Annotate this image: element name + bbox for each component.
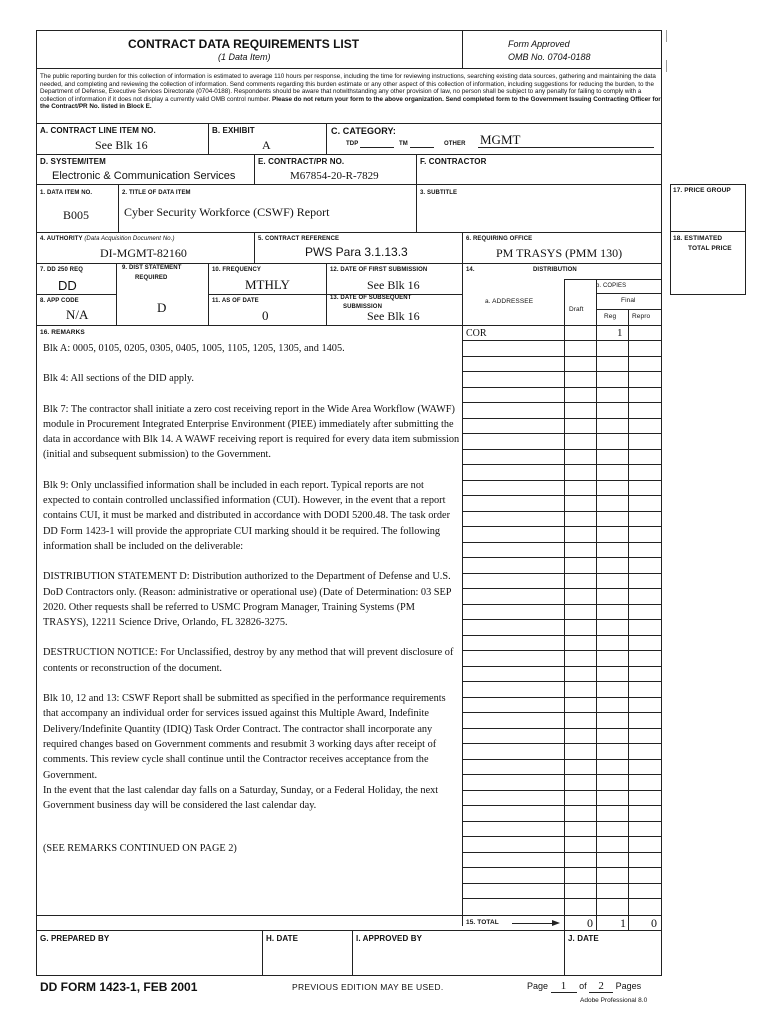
contract-reference-value[interactable]: PWS Para 3.1.13.3 — [305, 245, 408, 259]
contract-pr-label: E. CONTRACT/PR NO. — [258, 157, 345, 166]
distribution-label: DISTRIBUTION — [533, 267, 577, 273]
dist-statement-label-2: REQUIRED — [135, 275, 168, 281]
reg-label: Reg — [604, 313, 617, 320]
exhibit-label: B. EXHIBIT — [212, 126, 255, 135]
contract-line-item-value[interactable]: See Blk 16 — [95, 138, 148, 152]
software-note: Adobe Professional 8.0 — [580, 997, 648, 1004]
contract-pr-value[interactable]: M67854-20-R-7829 — [290, 170, 379, 182]
data-item-title-label: 2. TITLE OF DATA ITEM — [122, 190, 191, 196]
form-title: CONTRACT DATA REQUIREMENTS LIST — [128, 37, 360, 51]
arrow-right-icon — [552, 920, 560, 926]
page-indicator: Page 1 of 2 Pages — [527, 980, 642, 992]
remark-paragraph: Blk 7: The contractor shall initiate a zero cost receiving report in the Wide Area Workflow (WAWF) module in Procurement Integrated Enterprise Environment (PIEE) immediately after submitting the data in accordance with Blk 14. A WAWF receiving report is required for every data item submission (initial and subsequent submission) to the Government. — [43, 403, 460, 461]
exhibit-value[interactable]: A — [262, 138, 271, 152]
approved-date-label: J. DATE — [568, 934, 599, 943]
estimated-price-label-1: 18. ESTIMATED — [673, 235, 723, 242]
estimated-price-label-2: TOTAL PRICE — [688, 245, 732, 252]
first-submission-value[interactable]: See Blk 16 — [367, 278, 420, 292]
requiring-office-label: 6. REQUIRING OFFICE — [466, 236, 533, 242]
distribution-row-reg[interactable]: 1 — [617, 327, 623, 339]
dist-statement-label-1: 9. DIST STATEMENT — [122, 265, 182, 271]
remarks-text — [43, 341, 461, 872]
frequency-label: 10. FREQUENCY — [212, 267, 261, 273]
addressee-label: a. ADDRESSEE — [485, 298, 534, 305]
category-label: C. CATEGORY: — [331, 126, 397, 136]
category-tm: TM — [399, 141, 434, 148]
prepared-by-label: G. PREPARED BY — [40, 934, 110, 943]
authority-label: 4. AUTHORITY (Data Acquisition Document No.) — [40, 236, 175, 242]
as-of-date-label: 11. AS OF DATE — [212, 298, 259, 304]
category-tdp: TDP — [346, 141, 394, 148]
contract-line-item-label: A. CONTRACT LINE ITEM NO. — [40, 126, 156, 135]
subtitle-label: 3. SUBTITLE — [420, 190, 458, 196]
form-id: DD FORM 1423-1, FEB 2001 — [40, 980, 198, 994]
contractor-label: F. CONTRACTOR — [420, 157, 487, 166]
remark-paragraph: DESTRUCTION NOTICE: For Unclassified, destroy by any method that will prevent disclosure of contents or reconstruction of the document. — [43, 647, 454, 674]
remark-paragraph: (SEE REMARKS CONTINUED ON PAGE 2) — [43, 843, 237, 855]
contract-reference-label: 5. CONTRACT REFERENCE — [258, 236, 340, 242]
as-of-date-value[interactable]: 0 — [262, 308, 269, 323]
form-subtitle: (1 Data Item) — [218, 52, 271, 62]
distribution-row-addressee[interactable]: COR — [466, 328, 487, 339]
dd250-label: 7. DD 250 REQ — [40, 267, 83, 273]
draft-label: Draft — [569, 306, 584, 313]
app-code-label: 8. APP CODE — [40, 298, 79, 304]
remark-paragraph: Blk 9: Only unclassified information shall be included in each report. Typical reports are not expected to contain controlled unclassified information (CUI). However, in the event that a report contains CUI, it must be marked and distributed in accordance with DODI 5200.48. The task order DD Form 1423-1 will provide the appropriate CUI marking should it be required. The following information shall be included on the deliverable: — [43, 479, 451, 552]
remarks-label: 16. REMARKS — [40, 329, 85, 336]
system-item-value[interactable]: Electronic & Communication Services — [52, 170, 236, 182]
prepared-date-label: H. DATE — [266, 934, 299, 943]
remark-paragraph: Blk A: 0005, 0105, 0205, 0305, 0405, 1005, 1105, 1205, 1305, and 1405. — [43, 343, 345, 354]
remark-paragraph: DISTRIBUTION STATEMENT D: Distribution authorized to the Department of Defense and U.S. DoD Contractors only. (Reason: administrative or operational use) (Date of Determination: 03 SEP 2020. Other requests shall be referred to USMC Program Manager, Training Systems (PM TRASYS), 12211 Science Drive, Orlando, FL 32826-3275. — [43, 571, 452, 629]
distribution-number-label: 14. — [466, 267, 475, 273]
total-repro: 0 — [651, 916, 657, 930]
app-code-value[interactable]: N/A — [66, 307, 89, 322]
previous-edition-note: PREVIOUS EDITION MAY BE USED. — [292, 982, 444, 992]
dist-statement-value[interactable]: D — [157, 300, 167, 315]
system-item-label: D. SYSTEM/ITEM — [40, 157, 106, 166]
authority-value[interactable]: DI-MGMT-82160 — [100, 246, 187, 260]
category-other: OTHER — [444, 141, 466, 147]
form-approved: Form Approved — [508, 39, 570, 49]
data-item-no-label: 1. DATA ITEM NO. — [40, 190, 93, 196]
remark-paragraph: In the event that the last calendar day falls on a Saturday, Sunday, or a Federal Holiday, the next Government business day will be considered the last calendar day. — [43, 784, 439, 812]
copies-label: b. COPIES — [596, 283, 627, 289]
total-label: 15. TOTAL — [466, 919, 499, 926]
price-group-label: 17. PRICE GROUP — [673, 187, 731, 194]
first-submission-label: 12. DATE OF FIRST SUBMISSION — [330, 267, 428, 273]
total-draft: 0 — [587, 916, 593, 930]
approved-by-label: I. APPROVED BY — [356, 934, 423, 943]
omb-number: OMB No. 0704-0188 — [508, 52, 591, 62]
subsequent-submission-label-2: SUBMISSION — [343, 304, 383, 310]
subsequent-submission-value[interactable]: See Blk 16 — [367, 309, 420, 323]
subsequent-submission-label-1: 13. DATE OF SUBSEQUENT — [330, 295, 412, 301]
data-item-no-value[interactable]: B005 — [63, 208, 90, 222]
dd250-value[interactable]: DD — [58, 278, 77, 293]
repro-label: Repro — [632, 313, 651, 320]
data-item-title-value[interactable]: Cyber Security Workforce (CSWF) Report — [124, 205, 330, 219]
burden-statement: The public reporting burden for this collection of information is estimated to average 110 hours per response, including the time for reviewing instructions, searching existing data sources, gathering and maintaining the data needed, and completing and reviewing the collection of information. Send comments regarding this burden estimate or any other aspect of this collection of information, including suggestions for reducing the burden, to the Department of Defense, Executive Services Directorate (0704-0188). Respondents should be aware that notwithstanding any other provision of law, no person shall be subject to any penalty for failing to comply with a collection of information if it does not display a currently valid OMB control number. Please do not return your form to the above organization. Send completed form to the Government Issuing Contracting Officer for the Contract/PR No. listed in Block E. — [40, 73, 661, 110]
total-reg: 1 — [620, 916, 626, 930]
frequency-value[interactable]: MTHLY — [245, 277, 290, 292]
remark-paragraph: Blk 10, 12 and 13: CSWF Report shall be submitted as specified in the performance requirements that accompany an individual order for services issued against this Multiple Award, Indefinite Delivery/Indefinite Quantity (IDIQ) Task Order Contract. The contractor shall incorporate any required changes based on Government comments and resubmit 3 working days after receipt of comments. This review cycle shall continue until the Contractor receives acceptance from the Government. — [43, 693, 446, 781]
requiring-office-value[interactable]: PM TRASYS (PMM 130) — [496, 246, 623, 260]
category-value[interactable]: MGMT — [480, 132, 521, 147]
final-label: Final — [621, 297, 636, 304]
remark-paragraph: Blk 4: All sections of the DID apply. — [43, 373, 194, 385]
